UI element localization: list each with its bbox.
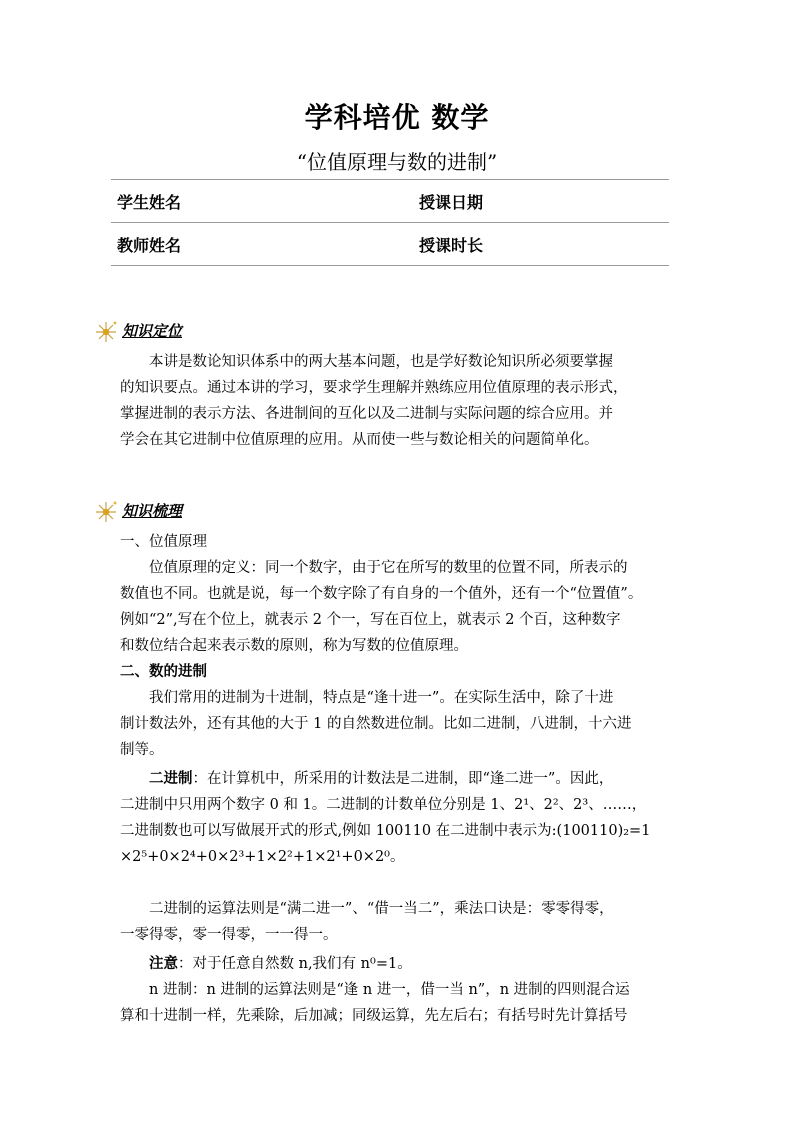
binary-label: 二进制 [149,771,193,787]
text-line: ×2⁵+0×2⁴+0×2³+1×2²+1×2¹+0×2⁰。 [120,849,405,865]
text-line: 数值也不同。也就是说，每一个数字除了有自身的一个值外，还有一个“位置值”。 [120,586,643,602]
text-line: 二进制数也可以写做展开式的形式,例如 100110 在二进制中表示为:(100110)₂=1 [120,823,651,839]
base-heading: 二、数的进制 [120,664,207,680]
text-line: 学会在其它进制中位值原理的应用。从而使一些与数论相关的问题简单化。 [120,432,599,448]
text-line: 一零得零，零一得零，一一得一。 [120,927,338,943]
sparkle-icon [92,498,120,522]
text-line: 制等。 [120,742,164,758]
text-line: 二进制中只用两个数字 0 和 1。二进制的计数单位分别是 1、2¹、2²、2³、……， [120,797,647,813]
page-title: 学科培优 数学 [304,101,490,134]
text-line: 算和十进制一样，先乘除，后加减；同级运算，先左后右；有括号时先计算括号 [120,1008,628,1024]
text-line: 我们常用的进制为十进制，特点是“逢十进一”。在实际生活中，除了十进 [149,690,614,706]
date-label: 授课日期 [419,192,484,212]
text-line: 二进制的运算法则是“满二进一”、“借一当二”，乘法口诀是：零零得零， [149,901,614,917]
duration-label: 授课时长 [419,235,484,255]
note-label: 注意 [149,956,178,972]
section-heading-review [92,498,182,522]
binary-text: ：在计算机中，所采用的计数法是二进制，即“逢二进一”。因此， [192,771,614,787]
section-title: 知识梳理 [122,501,183,520]
table-row [111,223,669,266]
student-name-label: 学生姓名 [117,192,182,212]
section-heading-positioning [92,318,182,342]
text-line: 掌握进制的表示方法、各进制间的互化以及二进制与实际问题的综合应用。并 [120,406,613,422]
text-line [120,766,672,792]
text-line [120,951,672,977]
text-line: 位值原理的定义：同一个数字，由于它在所写的数里的位置不同，所表示的 [149,560,628,576]
positioning-paragraph [120,349,672,453]
section-title: 知识定位 [122,321,183,340]
review-content [120,529,672,1029]
info-table [111,179,669,266]
blank-line [120,870,672,896]
text-line: 本讲是数论知识体系中的两大基本问题，也是学好数论知识所必须要掌握 [149,354,613,370]
note-text: ：对于任意自然数 n,我们有 n⁰=1。 [178,956,412,972]
teacher-name-label: 教师姓名 [117,235,182,255]
text-line: 的知识要点。通过本讲的学习，要求学生理解并熟练应用位值原理的表示形式， [120,380,628,396]
place-value-heading: 一、位值原理 [120,534,207,550]
sparkle-icon [92,318,120,342]
text-line: n 进制：n 进制的运算法则是“逢 n 进一，借一当 n”，n 进制的四则混合运 [149,982,630,998]
text-line: 例如“2”,写在个位上，就表示 2 个一，写在百位上，就表示 2 个百，这种数字 [120,612,621,628]
text-line: 制计数法外，还有其他的大于 1 的自然数进位制。比如二进制，八进制，十六进 [120,716,632,732]
table-row [111,180,669,223]
page-subtitle: “位值原理与数的进制” [296,150,498,174]
text-line: 和数位结合起来表示数的原则，称为写数的位值原理。 [120,638,468,654]
